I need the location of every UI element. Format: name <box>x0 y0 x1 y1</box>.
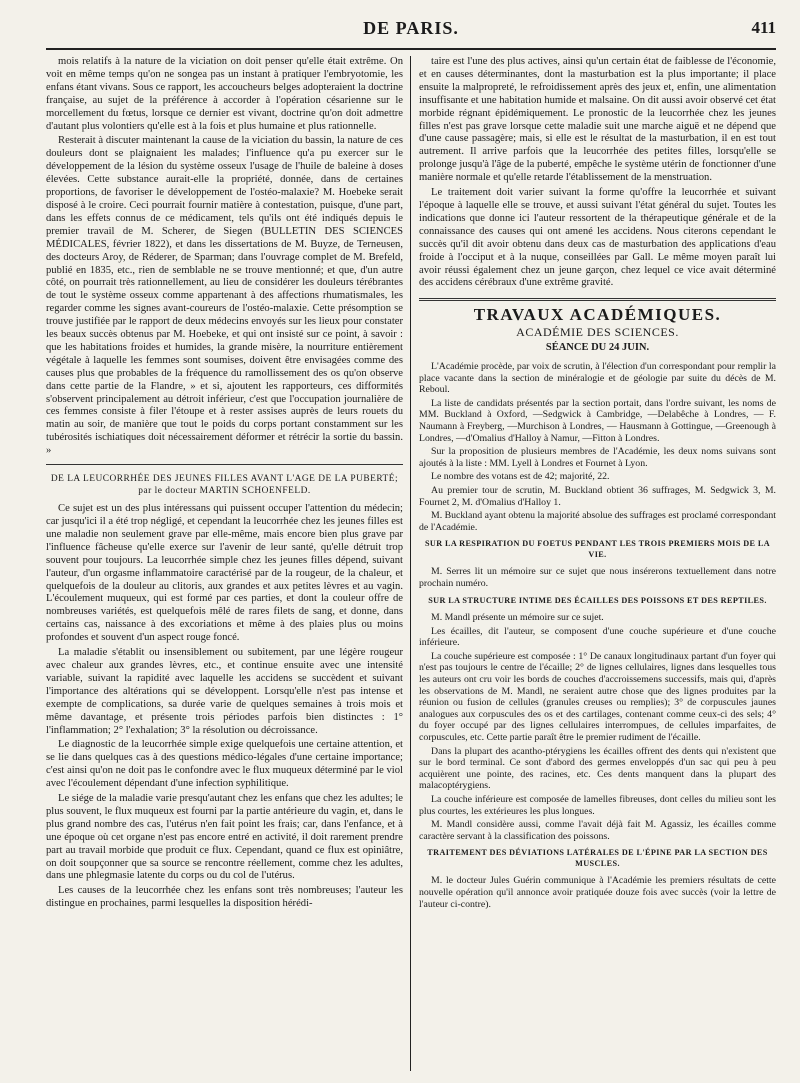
paragraph: Le diagnostic de la leucorrhée simple exige quelquefois une certaine attention, et se lie dans quelques cas à des questions médico-légales d'une certaine importance; c'est ainsi qu'on ne doit pas le confondre avec le flux muqueux déterminé par le viol avec l'écoulement dépendant d'une infection syphilitique. <box>46 739 403 790</box>
right-column <box>419 56 776 1071</box>
divider <box>46 464 403 465</box>
double-rule <box>419 298 776 301</box>
session-date: SÉANCE DU 24 JUIN. <box>545 342 650 354</box>
subsection-title: SUR LA STRUCTURE INTIME DES ÉCAILLES DES POISSONS ET DES REPTILES. <box>428 595 767 605</box>
article-title-line: DE LA LEUCORRHÉE DES JEUNES FILLES AVANT L'AGE DE LA PUBERTÉ; <box>50 474 399 485</box>
paragraph: Le nombre des votans est de 42; majorité, 22. <box>431 471 610 483</box>
paragraph: M. Mandl considère aussi, comme l'avait déjà fait M. Agassiz, les écailles comme caractère servant à la classification des poissons. <box>419 819 776 842</box>
paragraph: Les écailles, dit l'auteur, se composent d'une couche supérieure et d'une couche inférieure. <box>419 625 776 649</box>
subsection-title: SUR LA RESPIRATION DU FOETUS PENDANT LES TROIS PREMIERS MOIS DE LA VIE. <box>424 539 771 559</box>
paragraph: Les causes de la leucorrhée chez les enfans sont très nombreuses; l'auteur les distingue en prochaines, parmi lesquelles la disposition hérédi- <box>46 885 403 910</box>
newspaper-page <box>46 14 776 1074</box>
paragraph: La liste de candidats présentés par la section portait, dans l'ordre suivant, les noms de MM. Buckland à Oxford, —Sedgwick à Cambridge, —Delabêche à Londres, — F. Naumann à Freyberg, —Murchison à Londres, — Hausmann à Gottingue, —Greenough à Londres, —d'Omalius d'Halloy à Namur, —Fitton à Londres. <box>419 397 776 444</box>
paragraph: Au premier tour de scrutin, M. Buckland obtient 36 suffrages, M. Sedgwick 3, M. Fournet 2, M. d'Omalius d'Halloy 1. <box>419 484 776 508</box>
paragraph: mois relatifs à la nature de la viciation on doit penser qu'elle était extrême. On voit en même temps qu'on ne songea pas un instant à pratiquer l'embryotomie, les enfans étant vivans. Sous ce rapport, les accoucheurs belges adopteraient la doctrine française, au sujet de la préférence à accorder à l'opération césarienne sur le morcellement du fœtus, lorsque ce dernier est vivant, doctrine qu'on doit admettre d'autant plus volontiers qu'elle est à la fois et plus humaine et plus rationnelle. <box>46 56 403 132</box>
academy-heading: ACADÉMIE DES SCIENCES. <box>516 325 679 340</box>
article-title <box>46 473 403 497</box>
section-heading: TRAVAUX ACADÉMIQUES. <box>473 305 722 325</box>
paragraph: M. Mandl présente un mémoire sur ce sujet. <box>431 612 604 624</box>
masthead <box>46 14 776 50</box>
paragraph: La maladie s'établit ou insensiblement ou subitement, par une légère rougeur avec chaleur aux grandes lèvres, etc., et continue ensuite avec une intensité variable, suivant la rapidité avec laquelle les accidens se succèdent et suivant l'importance des altérations qui se développent. Lorsqu'elle n'est pas intense et exempte de complications, sa durée varie de quelques semaines à trois mois et même davantage, et présente trois périodes parfois bien distinctes : 1° l'inflammation; 2° l'exhalation; 3° la résolution ou décroissance. <box>46 647 403 736</box>
paragraph: La couche supérieure est composée : 1° De canaux longitudinaux partant d'un foyer qui n'est pas toujours le centre de l'écaille; 2° de lignes cellulaires, lignes dans lesquelles tous les auteurs ont cru voir les bords de couches d'accroissemens successifs, mais qui, d'après les observations de M. Mandl, ne seraient autre chose que des lignes produites par la réunion ou fusion de cellules (granules creuses ou remplies); 3° de corpuscules jaunes analogues aux corpuscules des os et des cartilages, contenant comme ceux-ci des sels; 4° du foyer occupé par des lignes cellulaires interrompues, de cellules imparfaites, de corpuscules, etc. Cette partie paraît être le premier rudiment de l'écaille. <box>419 650 776 743</box>
paragraph: Le traitement doit varier suivant la forme qu'offre la leucorrhée et suivant l'époque à laquelle elle se trouve, et aussi suivant l'état général du sujet. Toutes les indications que donne ici l'auteur ressortent de la thérapeutique générale et de la connaissance des causes qui ont amené les accidens. Nous citerons cependant le succès qu'il dit avoir obtenu dans deux cas de masturbation des applications d'eau froide à l'occiput et à la nuque, conseillées par Gall. Le même moyen paraît lui avoir réussi également chez un jeune garçon, chez lequel ce vice avait déterminé des accidens cérébraux d'une extrême gravité. <box>419 187 776 289</box>
paragraph: M. le docteur Jules Guérin communique à l'Académie les premiers résultats de cette nouvelle opération qu'il annonce avoir pratiquée douze fois avec succès (voir la lettre de l'auteur ci-contre). <box>419 875 776 910</box>
columns <box>46 56 776 1071</box>
paragraph: Resterait à discuter maintenant la cause de la viciation du bassin, la nature de ces douleurs dont se plaignaient les malades; l'influence qu'a pu exercer sur le développement de la lésion du système osseux l'usage de l'huile de baleine à doses élevées. Cette substance aurait-elle la propriété, donnée, dans de certaines proportions, de favoriser le développement de l'ostéo-malaxie? M. Hoebeke serait disposé à le croire. Ceci pourrait fournir matière à contestation, puisque, d'une part, dans les effets connus de ce médicament, tels qu'ils ont été indiqués depuis le premier travail de M. Scherer, de Siegen (BULLETIN DES SCIENCES MÉDICALES, février 1822), et dans les dissertations de M. Buyze, de Terneusen, des docteurs Aroy, de Réderer, de Sparman; dans l'ouvrage complet de M. Brefeld, publié en 1835, etc., rien de semblable ne se trouve mentionné; et que, d'un autre côté, on pourrait très rationnellement, au lieu de considérer les douleurs térébrantes de tout le système osseux comme appartenant à des affections rhumatismales, les regarder comme les signes avant-coureurs de l'ostéo-malaxie. Cette présomption se trouve justifiée par le rapport de deux médecins envoyés sur les lieux pour constater les beaux succès obtenus par M. Hoebeke, et qui ont insisté sur ce point, à savoir : que les habitations froides et humides, la grande misère, la nourriture entièrement végétale à laquelle les femmes sont soumises, doivent être envisagées comme des causes plus que probables de la fréquence du ramollissement des os qu'on observe dans cette partie de la Flandre, » et si, ajoutent les rapporteurs, ces difformités s'observent principalement au détroit inférieur, c'est que l'occupation journalière de ces femmes consiste à filer l'étoupe et à rester assises auprès de leurs rouets du matin au soir, de manière que tout le poids du corps portant constamment sur les tubérosités ischiatiques doit nécessairement déformer et rétrécir la sortie du bassin. » <box>46 135 403 457</box>
paragraph: Dans la plupart des acantho-ptérygiens les écailles offrent des dents qui n'existent que sur le bord terminal. Ce sont d'abord des germes enveloppés d'un sac qui peu à peu acquièrent une pointe, des racines, etc. Ces dents manquent dans la plupart des malacoptérygiens. <box>419 745 776 792</box>
paragraph: L'Académie procède, par voix de scrutin, à l'élection d'un correspondant pour remplir la place vacante dans la section de minéralogie et de géologie par suite du décès de M. Reboul. <box>419 361 776 396</box>
column-rule <box>410 56 411 1071</box>
paragraph: La couche inférieure est composée de lamelles fibreuses, dont celles du milieu sont les plus courtes, les extérieures les plus longues. <box>419 793 776 817</box>
paragraph: Le siége de la maladie varie presqu'autant chez les enfans que chez les adultes; le plus souvent, le flux muqueux est fourni par la partie antérieure du vagin, et, dans le plus grand nombre des cas, l'utérus n'en fait point les frais; car, dans l'enfance, et à une époque où cet organe n'est pas encore entré en activité, il doit rarement prendre part au travail morbide que produit ce flux. Cependant, quand ce flux est opiniâtre, on doit soupçonner que sa source se rencontre réellement, comme chez les adultes, dans une phlegmasie latente du corps ou du col de l'utérus. <box>46 793 403 882</box>
subsection-title: TRAITEMENT DES DÉVIATIONS LATÉRALES DE L'ÉPINE PAR LA SECTION DES MUSCLES. <box>427 848 768 868</box>
paragraph: M. Serres lit un mémoire sur ce sujet que nous insérerons textuellement dans notre prochain numéro. <box>419 566 776 589</box>
masthead-title: DE PARIS. <box>363 18 459 38</box>
paragraph: taire est l'une des plus actives, ainsi qu'un certain état de faiblesse de l'économie, et en causes déterminantes, dont la masturbation est la plus importante; il place ensuite la malpropreté, le refroidissement après des jeux et, enfin, une alimentation insuffisante et une habitation humide et malsaine. On dit aussi avoir observé cet état morbide régnant épidémiquement. Le pronostic de la leucorrhée chez les jeunes filles n'est pas grave lorsque cette maladie suit une marche aiguë et ne dépend que d'une cause passagère; mais, si elle est le résultat de la masturbation, il en est tout autrement. Il arrive parfois que la leucorrhée des petites filles, lorsqu'elle se prolonge jusqu'à l'âge de la puberté, empêche le système utérin de fonctionner d'une manière normale et qu'elle retarde l'établissement de la menstruation. <box>419 56 776 184</box>
paragraph: Ce sujet est un des plus intéressans qui puissent occuper l'attention du médecin; car jusqu'ici il a été trop négligé, et cependant la leucorrhée chez les jeunes filles est une maladie non seulement grave par elle-même, mais encore bien plus grave par l'influence fâcheuse qu'elle exerce sur l'avenir de leur santé, qu'elle détruit trop souvent pour toujours. La leucorrhée simple chez les jeunes filles dépend, suivant l'auteur, d'un orgasme inflammatoire caractérisé par de la rougeur, de la chaleur, et quelquefois de la douleur au clitoris, aux grandes et aux petites lèvres et au vagin. L'écoulement muqueux, qui est formé par ces parties, et dont la couleur offre de nombreuses variétés, est quelquefois mêlé de rares filets de sang, et donne, dans certains cas, naissance à des excoriations et même à des plaies plus ou moins profondes et souvent d'un aspect rouge foncé. <box>46 503 403 644</box>
academy-report <box>419 361 776 910</box>
page-number: 411 <box>751 18 776 37</box>
article-author-line: par le docteur MARTIN SCHOENFELD. <box>138 486 311 497</box>
paragraph: Sur la proposition de plusieurs membres de l'Académie, les deux noms suivans sont ajoutés à la liste : MM. Lyell à Londres et Fournet à Lyon. <box>419 446 776 469</box>
paragraph: M. Buckland ayant obtenu la majorité absolue des suffrages est proclamé correspondant de l'Académie. <box>419 510 776 533</box>
left-column <box>46 56 403 1071</box>
